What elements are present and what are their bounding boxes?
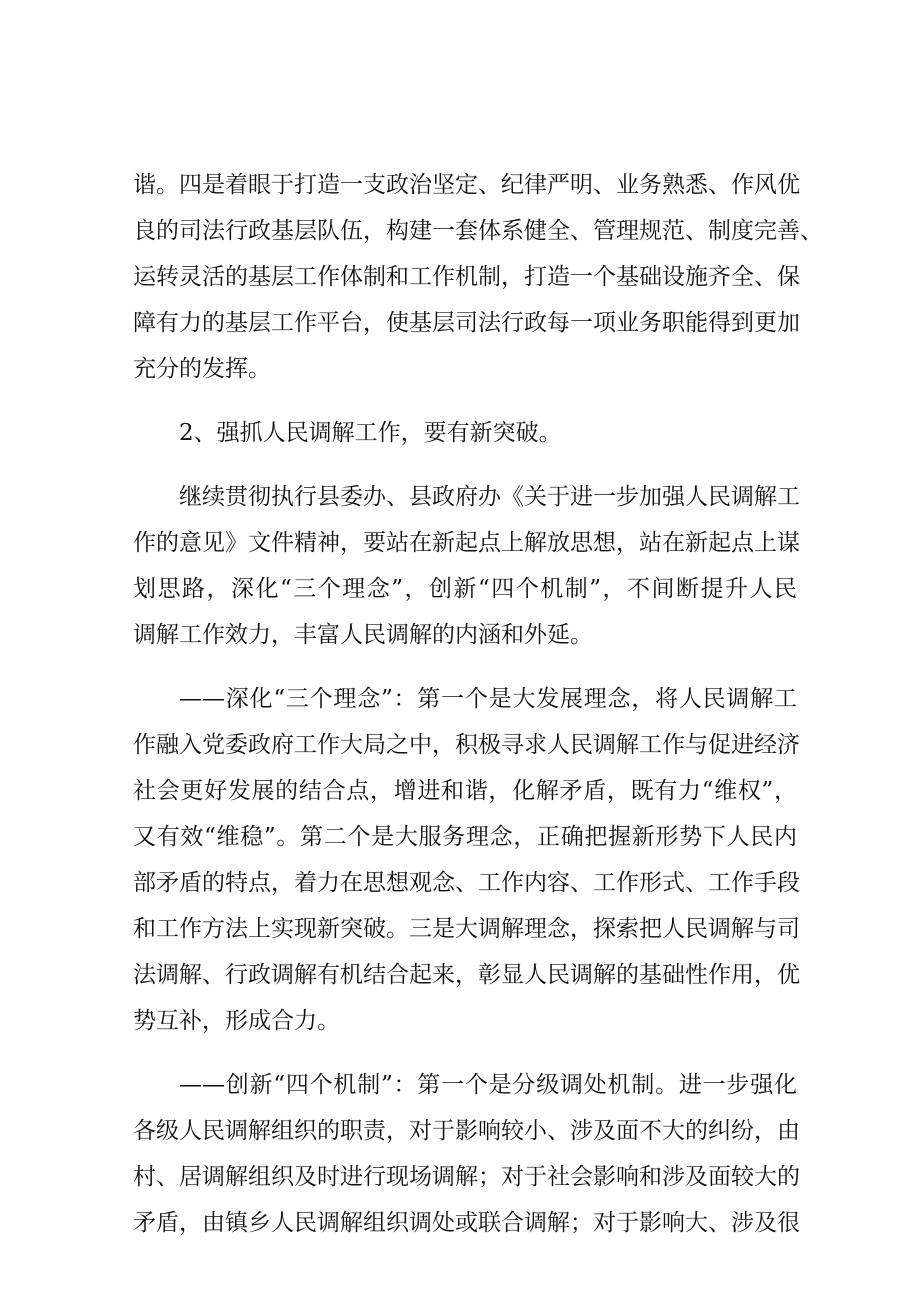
text-line: 调解工作效力，丰富人民调解的内涵和外延。 <box>133 622 593 648</box>
text-line: 各级人民调解组织的职责，对于影响较小、涉及面不大的纠纷，由 <box>133 1118 800 1144</box>
text-line: 法调解、行政调解有机结合起来，彰显人民调解的基础性作用，优 <box>133 962 800 988</box>
text-line: ——深化“三个理念”：第一个是大发展理念，将人民调解工 <box>179 686 797 712</box>
text-line: 障有力的基层工作平台，使基层司法行政每一项业务职能得到更加 <box>133 310 800 336</box>
heading-line: 2、强抓人民调解工作，要有新突破。 <box>179 420 562 446</box>
paragraph-3 <box>133 474 800 658</box>
text-line: 作的意见》文件精神，要站在新起点上解放思想，站在新起点上谋 <box>133 530 800 556</box>
document-body <box>133 162 823 1264</box>
paragraph-4 <box>133 676 800 1044</box>
text-line: 作融入党委政府工作大局之中，积极寻求人民调解工作与促进经济 <box>133 732 800 758</box>
text-line: 划思路，深化“三个理念”，创新“四个机制”，不间断提升人民 <box>133 576 797 602</box>
section-heading <box>133 410 797 456</box>
paragraph-1 <box>133 162 823 392</box>
text-line: ——创新“四个机制”：第一个是分级调处机制。进一步强化 <box>179 1072 797 1098</box>
text-line: 谐。四是着眼于打造一支政治坚定、纪律严明、业务熟悉、作风优 <box>133 172 800 198</box>
text-line: 充分的发挥。 <box>133 356 271 382</box>
text-line: 运转灵活的基层工作体制和工作机制，打造一个基础设施齐全、保 <box>133 264 800 290</box>
text-line: 和工作方法上实现新突破。三是大调解理念，探索把人民调解与司 <box>133 916 800 942</box>
text-line: 良的司法行政基层队伍，构建一套体系健全、管理规范、制度完善、 <box>133 218 823 244</box>
text-line: 矛盾，由镇乡人民调解组织调处或联合调解；对于影响大、涉及很 <box>133 1210 800 1236</box>
text-line: 又有效“维稳”。第二个是大服务理念，正确把握新形势下人民内 <box>133 824 797 850</box>
text-line: 继续贯彻执行县委办、县政府办《关于进一步加强人民调解工 <box>179 484 800 510</box>
text-line: 社会更好发展的结合点，增进和谐，化解矛盾，既有力“维权”， <box>133 778 797 804</box>
text-line: 势互补，形成合力。 <box>133 1008 340 1034</box>
text-line: 村、居调解组织及时进行现场调解；对于社会影响和涉及面较大的 <box>133 1164 800 1190</box>
paragraph-5 <box>133 1062 800 1246</box>
text-line: 部矛盾的特点，着力在思想观念、工作内容、工作形式、工作手段 <box>133 870 800 896</box>
